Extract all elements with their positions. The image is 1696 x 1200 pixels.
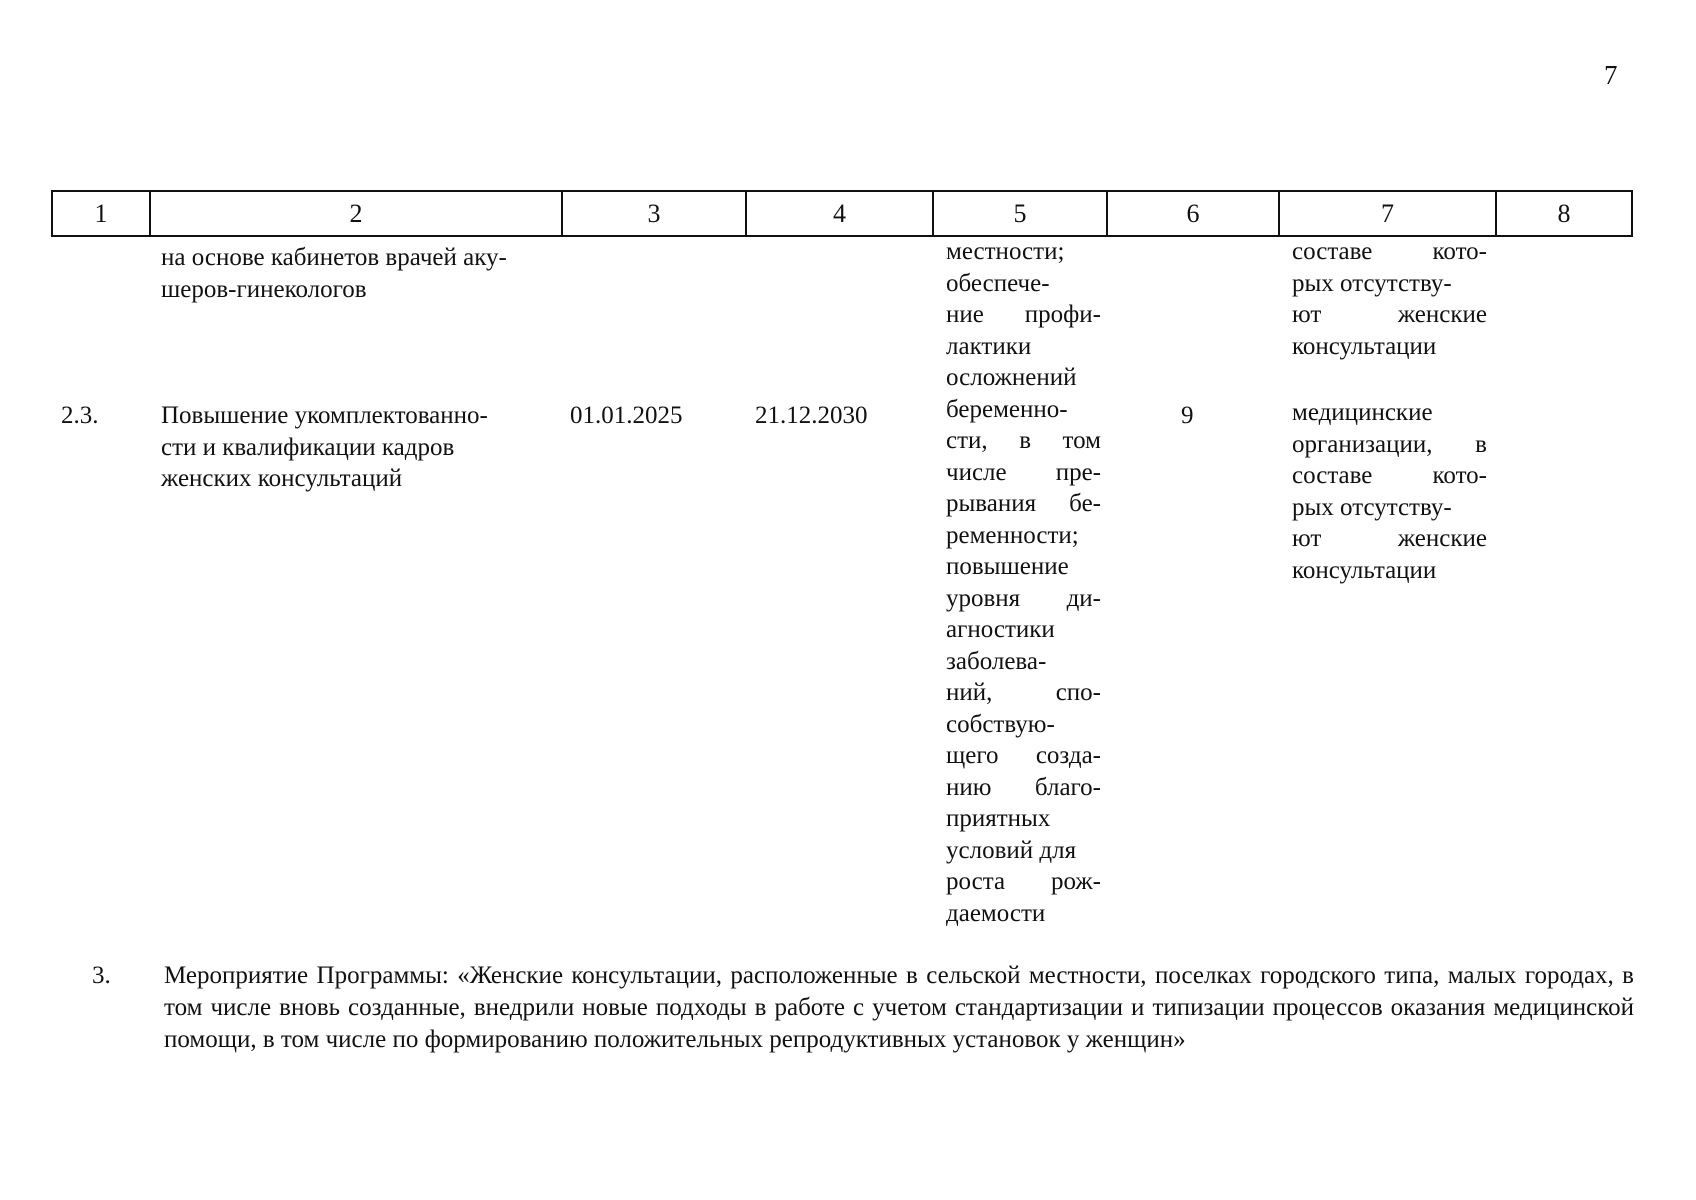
- row-number: 2.3.: [61, 402, 99, 429]
- indicator-number: 9: [1181, 402, 1194, 429]
- start-date: 01.01.2025: [570, 402, 683, 429]
- header-cell-4: 4: [746, 191, 933, 236]
- text-line: осложнений: [946, 364, 1077, 391]
- expected-result: [946, 236, 1101, 929]
- text-line: обеспече-: [946, 269, 1050, 297]
- continued-measure-name: на основе кабинетов врачей аку- шеров-гинекологов: [161, 244, 507, 303]
- header-cell-7: 7: [1279, 191, 1496, 236]
- text-line: собствую-: [946, 710, 1055, 738]
- text-line: приятных: [946, 805, 1051, 832]
- header-cell-3: 3: [562, 191, 746, 236]
- section-number: 3.: [92, 962, 111, 989]
- header-cell-6: 6: [1107, 191, 1279, 236]
- header-cell-2: 2: [150, 191, 562, 236]
- end-date: 21.12.2030: [755, 402, 868, 429]
- text-line: консультации: [1292, 556, 1437, 584]
- text-line: ние профи-: [946, 301, 1101, 328]
- text-line: повышение: [946, 553, 1069, 580]
- text-line: даемости: [946, 899, 1046, 927]
- text-line: рых отсутству-: [1292, 269, 1452, 297]
- text-line: медицинские: [1292, 399, 1433, 426]
- text-line: щего созда-: [946, 742, 1101, 769]
- text-line: сти, в том: [946, 427, 1101, 454]
- text-line: составе кото-: [1292, 238, 1487, 265]
- text-line: заболева-: [946, 647, 1047, 675]
- header-cell-1: 1: [52, 191, 150, 236]
- text-line: роста рож-: [946, 868, 1101, 895]
- text-line: условий для: [946, 836, 1077, 864]
- text-line: местности;: [946, 238, 1065, 265]
- continued-executors: [1292, 236, 1487, 362]
- text-line: ют женские: [1292, 301, 1487, 328]
- text-line: ний, спо-: [946, 679, 1101, 706]
- header-cell-5: 5: [933, 191, 1107, 236]
- measure-name: Повышение укомплектованно- сти и квалификации кадров женских консультаций: [161, 402, 488, 492]
- text-line: ременности;: [946, 521, 1079, 549]
- text-line: числе пре-: [946, 458, 1101, 486]
- text-line: уровня ди-: [946, 584, 1101, 612]
- executors: [1292, 397, 1487, 586]
- text-line: нию благо-: [946, 773, 1101, 801]
- text-line: организации, в: [1292, 430, 1487, 458]
- text-line: агностики: [946, 616, 1055, 643]
- section-title: Мероприятие Программы: «Женские консультации, расположенные в сельской местности, поселках городского типа, малых городах, в том числе вновь созданные, внедрили новые подходы в работе с учетом стандартизации и типизации процессов оказания медицинской помощи, в том числе по формированию положительных репродуктивных установок у женщин»: [164, 962, 1634, 1053]
- header-cell-8: 8: [1496, 191, 1632, 236]
- page-number: 7: [1604, 60, 1618, 90]
- text-line: лактики: [946, 332, 1032, 360]
- text-line: ют женские: [1292, 525, 1487, 552]
- text-line: составе кото-: [1292, 462, 1487, 489]
- text-line: рых отсутству-: [1292, 493, 1452, 521]
- text-line: рывания бе-: [946, 490, 1101, 517]
- text-line: консультации: [1292, 332, 1437, 360]
- text-line: беременно-: [946, 395, 1068, 423]
- column-number-header: [51, 190, 1633, 237]
